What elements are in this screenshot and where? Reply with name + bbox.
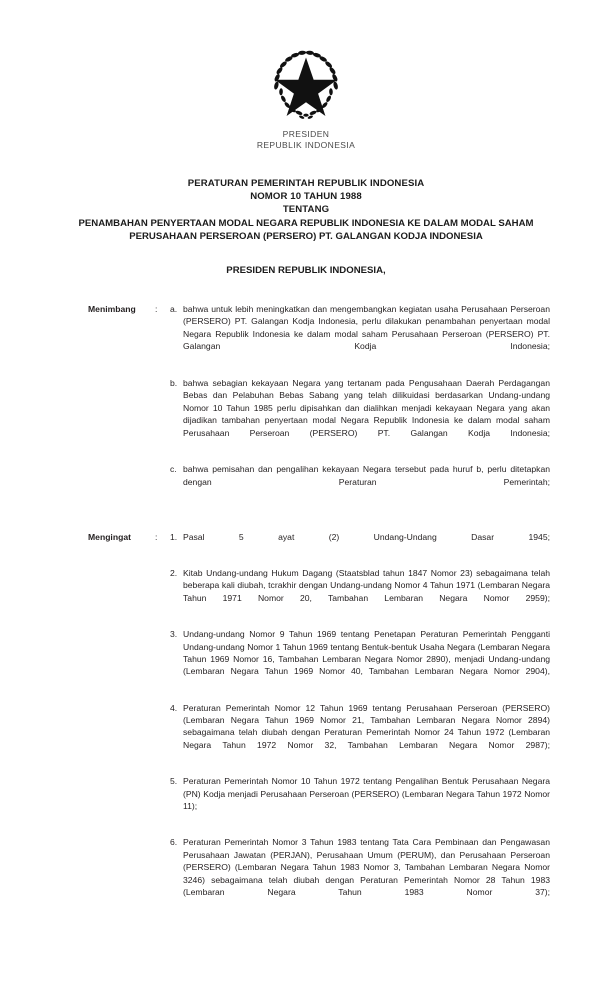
regulation-type: PERATURAN PEMERINTAH REPUBLIK INDONESIA	[187, 178, 425, 189]
clause-text: Peraturan Pemerintah Nomor 10 Tahun 1972 tentang Pengalihan Bentuk Perusahaan Negara (PN) Kodja menjadi Perusahaan Perseroan (PERSERO) (Lembaran Negara Tahun 1972 Nomor 11);	[183, 776, 550, 812]
clause-item	[170, 836, 550, 910]
title-block	[0, 177, 612, 277]
clause-marker: b.	[170, 378, 178, 389]
menimbang-label: Menimbang	[88, 304, 136, 315]
emblem-block	[0, 0, 612, 151]
emblem-caption-line2: REPUBLIK INDONESIA	[256, 140, 356, 150]
regulation-subject: PENAMBAHAN PENYERTAAN MODAL NEGARA REPUBLIK INDONESIA KE DALAM MODAL SAHAM PERUSAHAAN PERSEROAN (PERSERO) PT. GALANGAN KODJA INDONESIA	[78, 217, 534, 242]
clause-text: Undang-undang Nomor 9 Tahun 1969 tentang Penetapan Peraturan Pemerintah Pengganti Undang-undang Nomor 1 Tahun 1969 tentang Bentuk-bentuk Usaha Negara (Lembaran Negara Tahun 1969 Nomor 16, Tambahan Lembaran Negara Nomor 2890), menjadi Undang-undang (Lembaran Negara Tahun 1969 Nomor 40, Tambahan Lembaran Negara Nomor 2904),	[183, 629, 550, 677]
clause-marker: a.	[170, 304, 178, 315]
emblem-caption-line1: PRESIDEN	[282, 129, 330, 139]
clause-item	[170, 567, 550, 617]
clause-marker: c.	[170, 464, 177, 475]
clause-marker: 4.	[170, 702, 178, 713]
mengingat-colon: :	[155, 531, 158, 542]
clause-item	[170, 628, 550, 690]
clause-text: Peraturan Pemerintah Nomor 3 Tahun 1983 tentang Tata Cara Pembinaan dan Pengawasan Perusahaan Jawatan (PERJAN), Perusahaan Umum (PERUM), dan Perusahaan Perseroan (PERSERO) (Lembaran Negara Tahun 1983 Nomor 3, Tambahan Lembaran Negara Nomor 3246) sebagaimana telah diubah dengan Peraturan Pemerintah Nomor 28 Tahun 1983 (Lembaran Negara Tahun 1983 Nomor 37);	[183, 837, 550, 897]
clause-marker: 2.	[170, 568, 178, 579]
mengingat-body	[170, 531, 550, 923]
tentang-label: TENTANG	[282, 204, 330, 216]
menimbang-body	[170, 303, 550, 501]
clause-item	[170, 463, 550, 500]
clause-item	[170, 303, 550, 365]
clause-item	[170, 531, 550, 556]
menimbang-colon: :	[155, 304, 158, 315]
clause-marker: 3.	[170, 629, 178, 640]
regulation-number: NOMOR 10 TAHUN 1988	[250, 191, 362, 203]
clause-marker: 5.	[170, 776, 178, 787]
clause-marker: 1.	[170, 531, 178, 542]
mengingat-section	[0, 531, 612, 923]
issuing-authority: PRESIDEN REPUBLIK INDONESIA,	[226, 265, 386, 277]
clause-item	[170, 702, 550, 764]
clause-text: Peraturan Pemerintah Nomor 12 Tahun 1969 tentang Perusahaan Perseroan (PERSERO) (Lembaran Negara Tahun 1969 Nomor 21, Tambahan Lembaran Negara Nomor 2894) sebagaimana telah diubah dengan Peraturan Pemerintah Nomor 24 Tahun 1972 (Lembaran Negara Tahun 1972 Nomor 32, Tambahan Lembaran Negara Nomor 2987);	[183, 702, 550, 750]
clause-text: Pasal 5 ayat (2) Undang-Undang Dasar 1945;	[183, 531, 550, 542]
menimbang-section	[0, 303, 612, 501]
clause-text: bahwa pemisahan dan pengalihan kekayaan Negara tersebut pada huruf b, perlu ditetapkan dengan Peraturan Pemerintah;	[183, 464, 550, 487]
presidential-seal-icon	[267, 45, 345, 123]
clause-marker: 6.	[170, 837, 178, 848]
mengingat-label: Mengingat	[88, 531, 131, 542]
clause-text: bahwa sebagian kekayaan Negara yang tertanam pada Pengusahaan Daerah Perdagangan Bebas dan Pelabuhan Bebas Sabang yang telah dilikuidasi berdasarkan Undang-undang Nomor 10 Tahun 1985 perlu dipisahkan dan dialihkan menjadi kekayaan Negara yang akan dijadikan tambahan penyertaan modal Negara Republik Indonesia ke dalam modal saham Perusahaan Perseroan (PERSERO) PT. Galangan Kodja Indonesia;	[183, 378, 550, 438]
clause-item	[170, 377, 550, 451]
clause-text: Kitab Undang-undang Hukum Dagang (Staatsblad tahun 1847 Nomor 23) sebagaimana telah beberapa kali diubah, tcrakhir dengan Undang-undang Nomor 4 Tahun 1971 (Lembaran Negara Tahun 1971 Nomor 20, Tambahan Lembaran Negara Nomor 2959);	[183, 568, 550, 603]
clause-item	[170, 775, 550, 825]
clause-text: bahwa untuk lebih meningkatkan dan mengembangkan kegiatan usaha Perusahaan Perseroan (PERSERO) PT. Galangan Kodja Indonesia, perlu dilakukan penambahan penyertaan modal Negara Republik Indonesia ke dalam modal saham Perusahaan Perseroan (PERSERO) PT. Galangan Kodja Indonesia;	[183, 304, 550, 352]
emblem-caption	[0, 129, 612, 151]
